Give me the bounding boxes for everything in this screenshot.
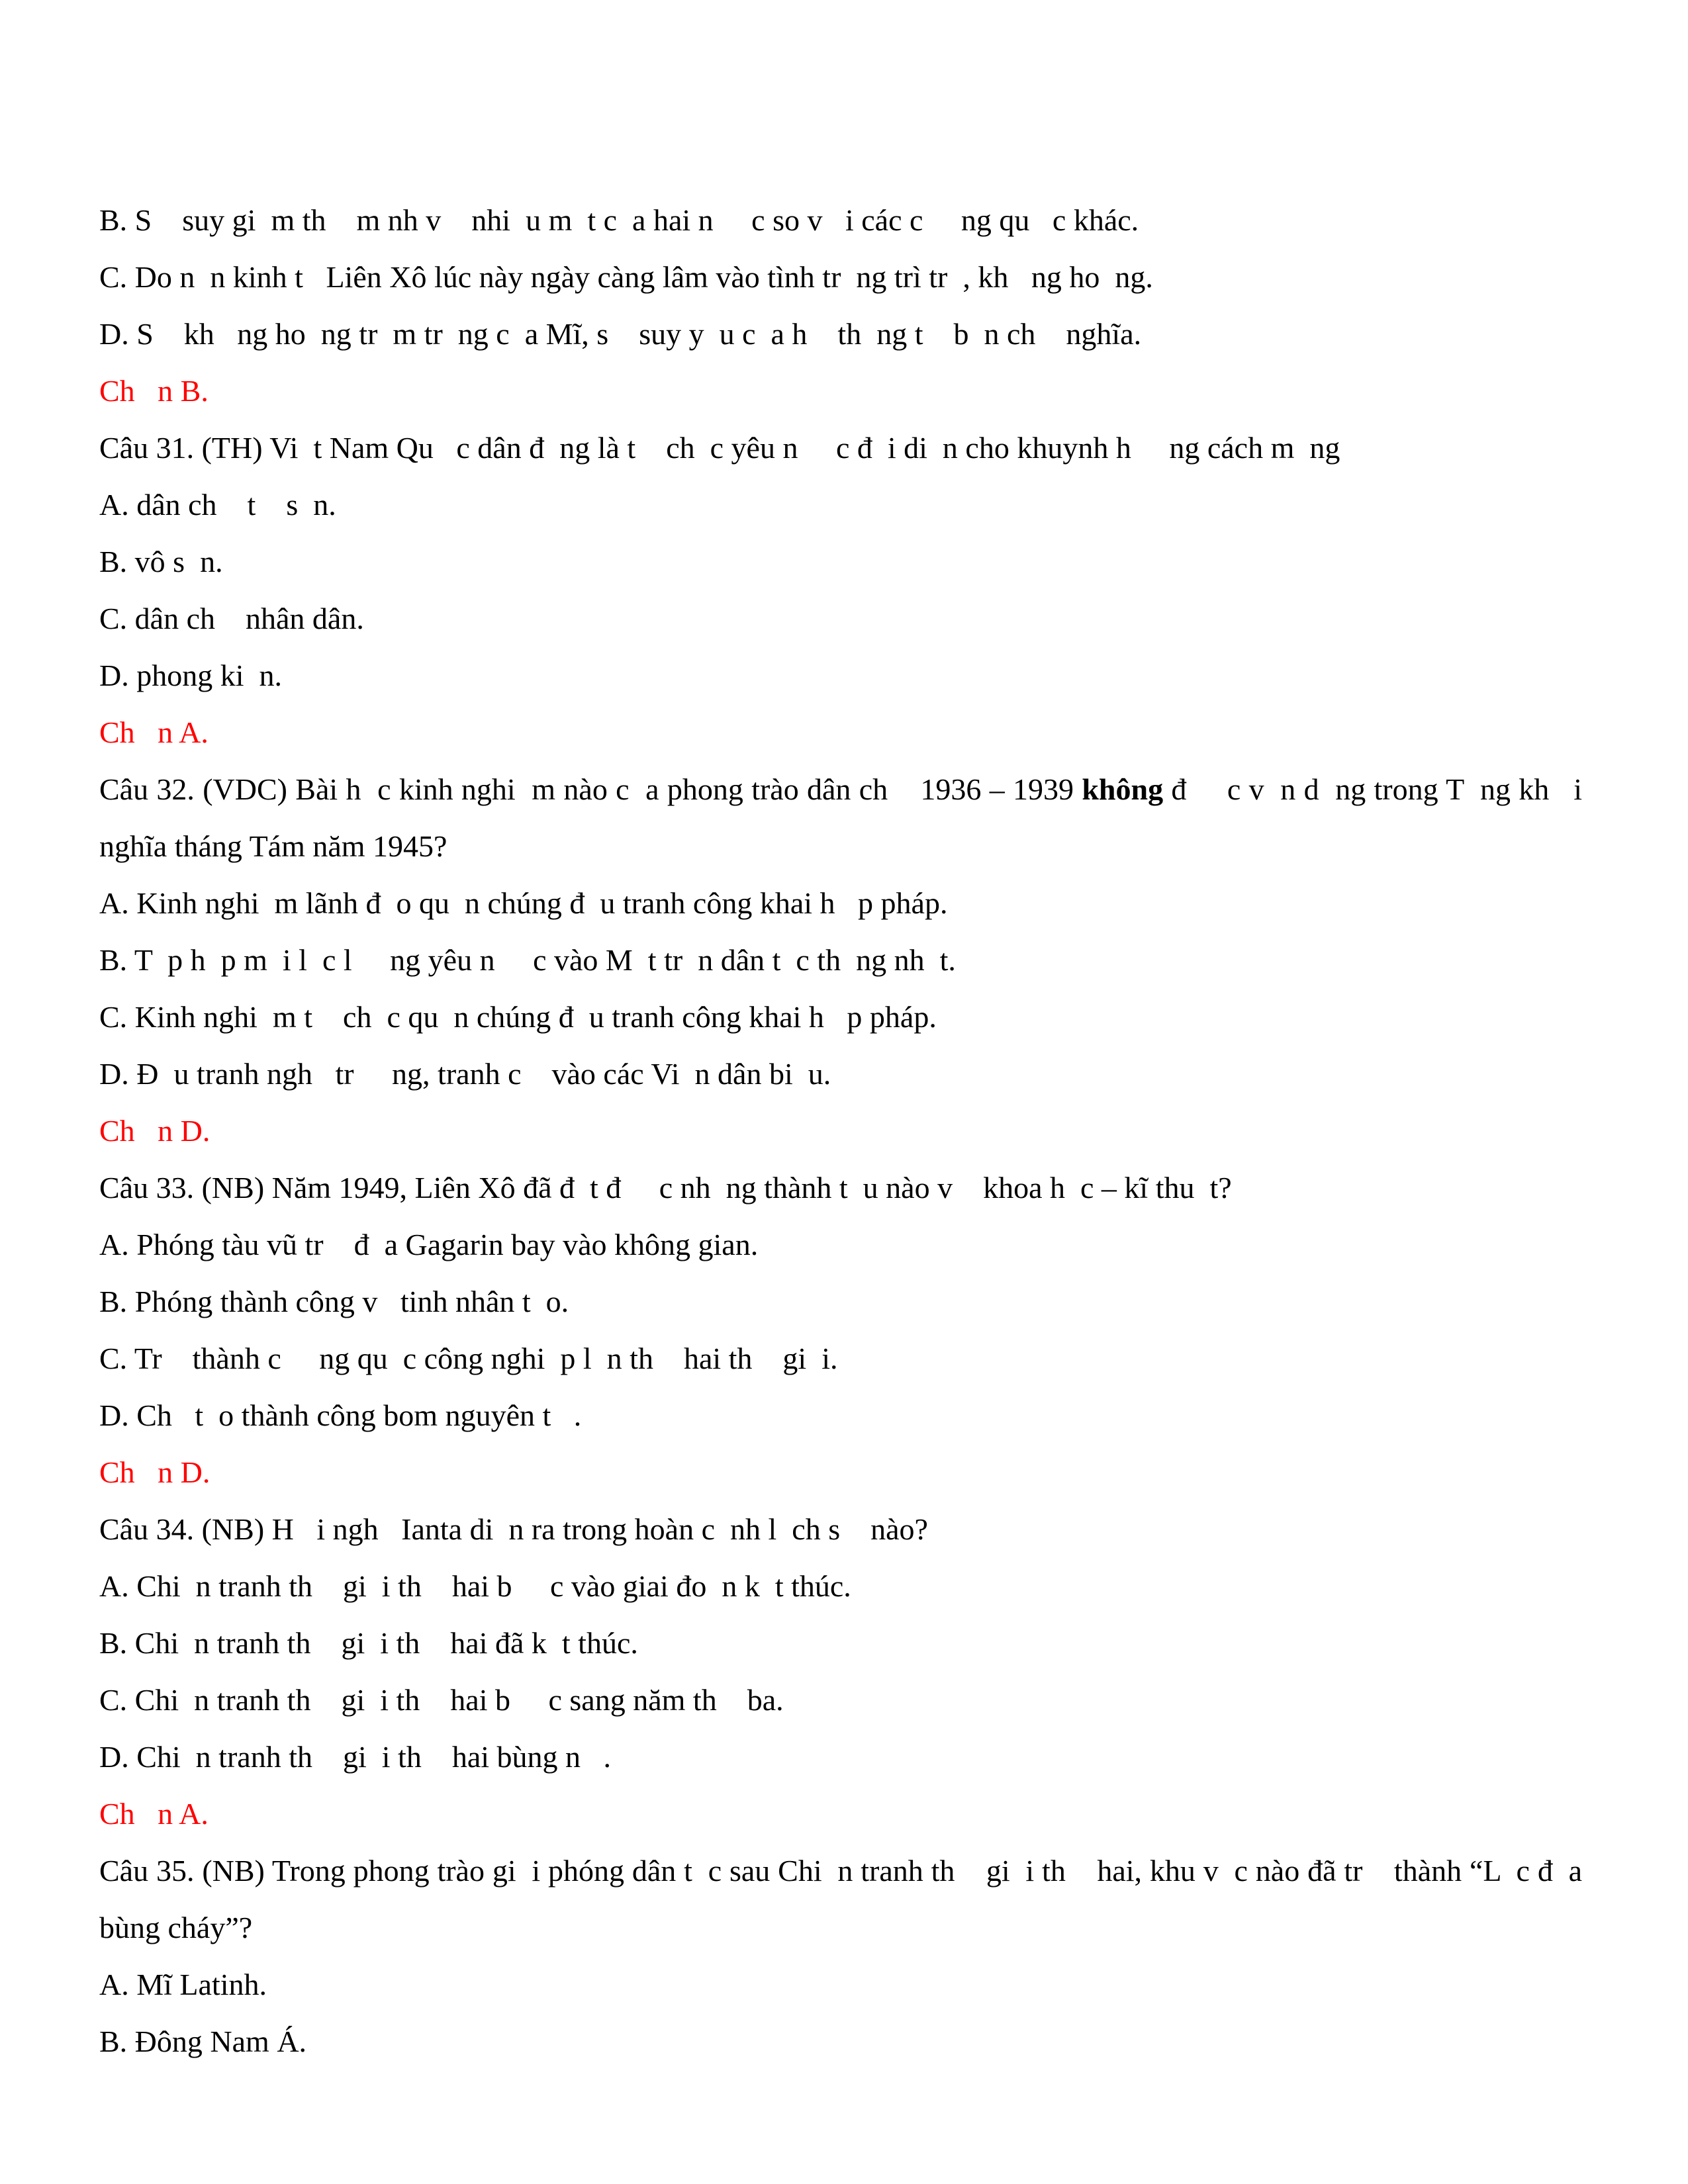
q32-stem-after: đ c v n d ng trong T ng kh i nghĩa tháng Tám năm 1945? [99, 772, 1590, 863]
q31-option-c: C. dân ch nhân dân. [99, 602, 364, 635]
document-page [99, 192, 1590, 2070]
q33-stem: Câu 33. (NB) Năm 1949, Liên Xô đã đ t đ c nh ng thành t u nào v khoa h c – kĩ thu t? [99, 1171, 1232, 1205]
q31-option-a: A. dân ch t s n. [99, 488, 336, 522]
q31-option-d: D. phong ki n. [99, 659, 282, 692]
q35-stem: Câu 35. (NB) Trong phong trào gi i phóng dân t c sau Chi n tranh th gi i th hai, khu v c nào đã tr thành “L c đ a bùng cháy”? [99, 1854, 1590, 1944]
q30-option-d: D. S kh ng ho ng tr m tr ng c a Mĩ, s suy y u c a h th ng t b n ch nghĩa. [99, 317, 1142, 351]
q31-option-b: B. vô s n. [99, 545, 223, 578]
q31-answer: Ch n A. [99, 715, 209, 749]
q35-option-b: B. Đông Nam Á. [99, 2025, 307, 2058]
q32-option-b: B. T p h p m i l c l ng yêu n c vào M t tr n dân t c th ng nh t. [99, 943, 956, 977]
q32-stem-before: Câu 32. (VDC) Bài h c kinh nghi m nào c a phong trào dân ch 1936 – 1939 [99, 772, 1082, 806]
q34-option-a: A. Chi n tranh th gi i th hai b c vào giai đo n k t thúc. [99, 1569, 851, 1603]
q33-option-a: A. Phóng tàu vũ tr đ a Gagarin bay vào không gian. [99, 1228, 759, 1261]
q33-answer: Ch n D. [99, 1455, 211, 1489]
q34-option-b: B. Chi n tranh th gi i th hai đã k t thúc. [99, 1626, 638, 1660]
q32-answer: Ch n D. [99, 1114, 211, 1148]
q32-option-c: C. Kinh nghi m t ch c qu n chúng đ u tranh công khai h p pháp. [99, 1000, 937, 1034]
q30-option-b: B. S suy gi m th m nh v nhi u m t c a hai n c so v i các c ng qu c khác. [99, 203, 1139, 237]
q32-stem [99, 761, 1590, 875]
q33-option-b: B. Phóng thành công v tinh nhân t o. [99, 1285, 569, 1318]
q34-option-c: C. Chi n tranh th gi i th hai b c sang năm th ba. [99, 1683, 784, 1717]
q35-option-a: A. Mĩ Latinh. [99, 1968, 267, 2001]
q30-option-c: C. Do n n kinh t Liên Xô lúc này ngày càng lâm vào tình tr ng trì tr , kh ng ho ng. [99, 260, 1153, 294]
q33-option-c: C. Tr thành c ng qu c công nghi p l n th hai th gi i. [99, 1342, 838, 1375]
q32-stem-bold: không [1082, 772, 1164, 806]
q31-stem: Câu 31. (TH) Vi t Nam Qu c dân đ ng là t ch c yêu n c đ i di n cho khuynh h ng cách m ng [99, 431, 1340, 465]
q30-answer: Ch n B. [99, 374, 209, 408]
q32-option-a: A. Kinh nghi m lãnh đ o qu n chúng đ u tranh công khai h p pháp. [99, 886, 948, 920]
q34-stem: Câu 34. (NB) H i ngh Ianta di n ra trong hoàn c nh l ch s nào? [99, 1512, 928, 1546]
q33-option-d: D. Ch t o thành công bom nguyên t . [99, 1398, 582, 1432]
q34-option-d: D. Chi n tranh th gi i th hai bùng n . [99, 1740, 612, 1774]
q34-answer: Ch n A. [99, 1797, 209, 1831]
q32-option-d: D. Đ u tranh ngh tr ng, tranh c vào các Vi n dân bi u. [99, 1057, 831, 1091]
